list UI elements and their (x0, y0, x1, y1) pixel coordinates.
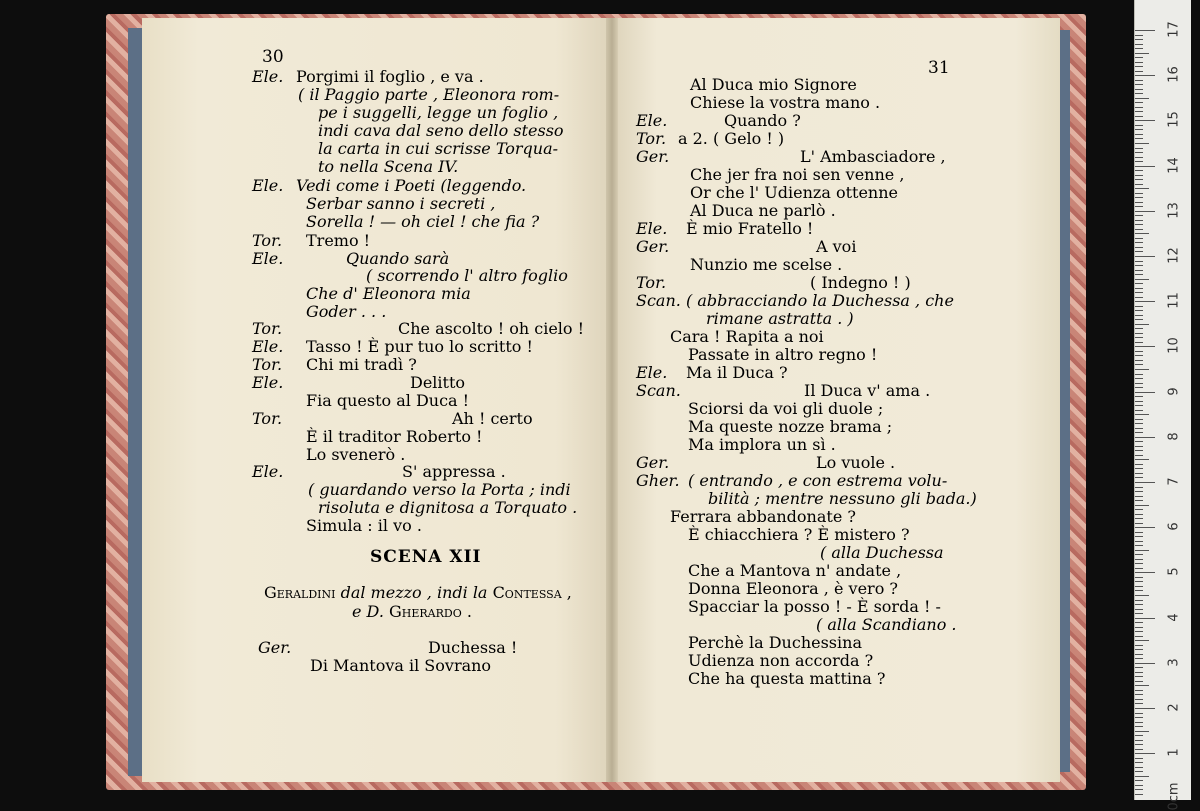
stage-direction: ( alla Duchessa (820, 543, 944, 562)
ruler-tick (1135, 509, 1143, 510)
cast-name: Contessa (492, 583, 562, 602)
ruler-tick (1135, 360, 1143, 361)
ruler-tick (1135, 405, 1143, 406)
ruler-tick (1135, 297, 1143, 298)
verse-line: È mio Fratello ! (686, 219, 814, 238)
ruler-tick (1135, 161, 1143, 162)
ruler-tick (1135, 496, 1143, 497)
ruler-tick (1135, 568, 1143, 569)
ruler-tick (1135, 536, 1143, 537)
page-number-left: 30 (262, 47, 284, 67)
stage-direction: pe i suggelli, legge un foglio , (318, 103, 559, 122)
verse-line: Udienza non accorda ? (688, 651, 874, 670)
ruler-tick (1135, 80, 1143, 81)
stage-direction: ( entrando , e con estrema volu- (688, 471, 948, 490)
ruler-tick (1135, 554, 1143, 555)
ruler-tick (1135, 618, 1155, 619)
scene-heading: SCENA XII (370, 547, 482, 567)
verse-line: Il Duca v' ama . (804, 381, 931, 400)
ruler-tick (1135, 726, 1143, 727)
ruler-tick (1135, 477, 1143, 478)
ruler-tick (1135, 256, 1155, 257)
ruler-tick (1135, 148, 1143, 149)
ruler-tick (1135, 500, 1143, 501)
ruler-tick (1135, 283, 1143, 284)
ruler-tick (1135, 749, 1143, 750)
ruler-tick (1135, 324, 1149, 325)
ruler-tick (1135, 157, 1143, 158)
ruler-tick (1135, 251, 1143, 252)
ruler-tick (1135, 789, 1143, 790)
ruler-label: 12 (1166, 247, 1182, 264)
ruler-tick (1135, 120, 1155, 121)
stage-direction: Quando sarà (346, 249, 450, 268)
ruler-tick (1135, 473, 1143, 474)
ruler-tick (1135, 636, 1143, 637)
speaker-label: Ger. (636, 237, 670, 256)
speaker-label: Ger. (636, 453, 670, 472)
ruler-tick (1135, 233, 1149, 234)
verse-line: Fia questo al Duca ! (306, 391, 470, 410)
ruler-tick (1135, 672, 1143, 673)
ruler-tick (1135, 315, 1143, 316)
ruler-tick (1135, 771, 1143, 772)
ruler-tick (1135, 590, 1143, 591)
verse-line: ( Indegno ! ) (810, 273, 911, 292)
ruler-tick (1135, 143, 1149, 144)
verse-line: Porgimi il foglio , e va . (296, 67, 484, 86)
ruler-tick (1135, 690, 1143, 691)
ruler-tick (1135, 193, 1143, 194)
ruler-tick (1135, 274, 1143, 275)
ruler-tick (1135, 482, 1155, 483)
ruler-tick (1135, 202, 1143, 203)
verse-line: Quando ? (724, 111, 801, 130)
verse-line: Che a Mantova n' andate , (688, 561, 902, 580)
stage-direction: to nella Scena IV. (318, 157, 459, 176)
ruler-tick (1135, 383, 1143, 384)
stage-direction: ( il Paggio parte , Eleonora rom- (298, 85, 560, 104)
verse-line: Chi mi tradì ? (306, 355, 417, 374)
ruler-tick (1135, 740, 1143, 741)
speaker-label: Tor. (636, 273, 667, 292)
stage-direction: Serbar sanno i secreti , (306, 194, 496, 213)
ruler-tick (1135, 731, 1149, 732)
ruler-tick (1135, 53, 1149, 54)
ruler-tick (1135, 577, 1143, 578)
ruler-tick (1135, 288, 1143, 289)
ruler-tick (1135, 102, 1143, 103)
ruler-tick (1135, 658, 1143, 659)
ruler-tick (1135, 71, 1143, 72)
speaker-label: Ele. (252, 373, 284, 392)
verse-line: Ferrara abbandonate ? (670, 507, 856, 526)
ruler-tick (1135, 166, 1155, 167)
verse-line: Delitto (410, 373, 466, 392)
ruler-tick (1135, 211, 1155, 212)
ruler-tick (1135, 84, 1143, 85)
ruler-tick (1135, 559, 1143, 560)
page-number-right: 31 (928, 58, 950, 78)
ruler-tick (1135, 89, 1143, 90)
verse-line: Lo vuole . (816, 453, 896, 472)
ruler-tick (1135, 342, 1143, 343)
verse-line: Ma queste nozze brama ; (688, 417, 893, 436)
cast-name: Gherardo (388, 602, 462, 621)
ruler-label: 13 (1166, 202, 1182, 219)
ruler-tick (1135, 292, 1143, 293)
ruler-tick (1135, 491, 1143, 492)
stage-direction: ( abbracciando la Duchessa , che (686, 291, 954, 310)
verse-line: Di Mantova il Sovrano (310, 656, 492, 675)
speaker-label: Ele. (252, 249, 284, 268)
ruler-tick (1135, 455, 1143, 456)
ruler-tick (1135, 676, 1143, 677)
ruler-tick (1135, 767, 1143, 768)
book-gutter (606, 18, 618, 782)
speaker-label: Ele. (636, 363, 668, 382)
ruler-tick (1135, 247, 1143, 248)
ruler-tick (1135, 170, 1143, 171)
stage-direction: ( scorrendo l' altro foglio (366, 266, 568, 285)
verse-line: Chiese la vostra mano . (690, 93, 881, 112)
ruler-tick (1135, 432, 1143, 433)
ruler-tick (1135, 464, 1143, 465)
ruler-label: 11 (1166, 292, 1182, 309)
ruler-tick (1135, 744, 1143, 745)
ruler-tick (1135, 595, 1149, 596)
ruler-label: 15 (1166, 111, 1182, 129)
ruler-tick (1135, 667, 1143, 668)
ruler-tick (1135, 428, 1143, 429)
ruler-tick (1135, 776, 1149, 777)
ruler-tick (1135, 215, 1143, 216)
speaker-label: Ele. (636, 219, 668, 238)
ruler-label: 0cm (1166, 782, 1182, 811)
ruler-tick (1135, 414, 1149, 415)
ruler-tick (1135, 62, 1143, 63)
ruler-tick (1135, 30, 1155, 31)
verse-line: A voi (816, 237, 857, 256)
ruler-label: 4 (1166, 612, 1182, 622)
ruler-tick (1135, 306, 1143, 307)
stage-direction: Vedi come i Poeti (leggendo. (296, 176, 527, 195)
ruler-tick (1135, 631, 1143, 632)
cast-punct: . (461, 602, 472, 621)
speaker-label: Tor. (252, 409, 283, 428)
ruler-tick (1135, 392, 1155, 393)
verse-line: L' Ambasciadore , (800, 147, 946, 166)
speaker-label: Ele. (252, 462, 284, 481)
stage-direction: la carta in cui scrisse Torqua- (318, 139, 559, 158)
ruler-tick (1135, 441, 1143, 442)
ruler-tick (1135, 640, 1149, 641)
ruler-tick (1135, 586, 1143, 587)
ruler-tick (1135, 188, 1149, 189)
verse-line: Cara ! Rapita a noi (670, 327, 824, 346)
ruler-tick (1135, 604, 1143, 605)
ruler-tick (1135, 184, 1143, 185)
cast-direction: dal mezzo , indi la (335, 583, 493, 602)
verse-line: Lo svenerò . (306, 445, 406, 464)
ruler-tick (1135, 654, 1143, 655)
ruler-tick (1135, 446, 1143, 447)
ruler-tick (1135, 378, 1143, 379)
ruler-label: 17 (1166, 21, 1182, 38)
ruler-tick (1135, 699, 1143, 700)
stage-direction: ( alla Scandiano . (816, 615, 957, 634)
ruler-tick (1135, 396, 1143, 397)
stage-direction: indi cava dal seno dello stesso (318, 121, 564, 140)
ruler-tick (1135, 663, 1155, 664)
verse-line: Che ascolto ! oh cielo ! (398, 319, 585, 338)
ruler-tick (1135, 48, 1143, 49)
ruler-tick (1135, 224, 1143, 225)
verse-line: Ah ! certo (452, 409, 533, 428)
ruler-tick (1135, 722, 1143, 723)
ruler-tick (1135, 44, 1143, 45)
ruler-tick (1135, 265, 1143, 266)
ruler-tick (1135, 762, 1143, 763)
ruler-tick (1135, 487, 1143, 488)
verse-line: Che jer fra noi sen venne , (690, 165, 905, 184)
ruler-label: 2 (1166, 703, 1182, 712)
stage-direction: rimane astratta . ) (706, 309, 854, 328)
ruler-tick (1135, 545, 1143, 546)
cast-line (352, 603, 472, 621)
ruler-tick (1135, 66, 1143, 67)
measuring-ruler (1134, 0, 1191, 811)
ruler-tick (1135, 550, 1149, 551)
ruler-tick (1135, 337, 1143, 338)
verse-line: Or che l' Udienza ottenne (690, 183, 898, 202)
ruler-tick (1135, 758, 1143, 759)
ruler-tick (1135, 622, 1143, 623)
ruler-tick (1135, 514, 1143, 515)
verse-line: Tasso ! È pur tuo lo scritto ! (306, 337, 533, 356)
ruler-tick (1135, 523, 1143, 524)
ruler-tick (1135, 581, 1143, 582)
verse-line: Tremo ! (306, 231, 371, 250)
verse-line: Al Duca mio Signore (690, 75, 857, 94)
ruler-tick (1135, 355, 1143, 356)
ruler-tick (1135, 572, 1155, 573)
ruler-tick (1135, 175, 1143, 176)
cast-direction: e D. (352, 602, 389, 621)
ruler-label: 16 (1166, 66, 1182, 83)
verse-line: Ma implora un sì . (688, 435, 836, 454)
ruler-tick (1135, 125, 1143, 126)
ruler-tick (1135, 301, 1155, 302)
stage-direction: risoluta e dignitosa a Torquato . (318, 498, 578, 517)
ruler-tick (1135, 319, 1143, 320)
ruler-tick (1135, 310, 1143, 311)
ruler-tick (1135, 93, 1143, 94)
verse-line: Perchè la Duchessina (688, 633, 862, 652)
ruler-tick (1135, 437, 1155, 438)
ruler-label: 9 (1166, 386, 1182, 396)
ruler-label: 1 (1166, 748, 1182, 757)
ruler-tick (1135, 229, 1143, 230)
ruler-tick (1135, 134, 1143, 135)
ruler-tick (1135, 541, 1143, 542)
ruler-tick (1135, 459, 1149, 460)
ruler-tick (1135, 613, 1143, 614)
ruler-label: 5 (1166, 567, 1182, 577)
ruler-tick (1135, 351, 1143, 352)
ruler-tick (1135, 242, 1143, 243)
verse-line: Passate in altro regno ! (688, 345, 878, 364)
ruler-tick (1135, 410, 1143, 411)
ruler-tick (1135, 708, 1155, 709)
ruler-label: 3 (1166, 658, 1182, 667)
verse-line: Donna Eleonora , è vero ? (688, 579, 898, 598)
verse-line: È il traditor Roberto ! (306, 427, 483, 446)
ruler-tick (1135, 681, 1143, 682)
speaker-label: Ger. (636, 147, 670, 166)
ruler-label: 10 (1166, 337, 1182, 355)
ruler-tick (1135, 735, 1143, 736)
speaker-label: Ele. (252, 67, 284, 86)
ruler-tick (1135, 694, 1143, 695)
ruler-tick (1135, 238, 1143, 239)
cast-line (264, 584, 572, 602)
ruler-tick (1135, 645, 1143, 646)
ruler-tick (1135, 649, 1143, 650)
ruler-tick (1135, 753, 1155, 754)
ruler-tick (1135, 532, 1143, 533)
ruler-label: 6 (1166, 522, 1182, 531)
ruler-tick (1135, 685, 1149, 686)
ruler-tick (1135, 220, 1143, 221)
ruler-tick (1135, 609, 1143, 610)
verse-line: Duchessa ! (428, 638, 518, 657)
ruler-tick (1135, 703, 1143, 704)
speaker-label: Ele. (252, 176, 284, 195)
verse-line: Sciorsi da voi gli duole ; (688, 399, 884, 418)
ruler-tick (1135, 206, 1143, 207)
speaker-label: Ele. (636, 111, 668, 130)
verse-line: Simula : il vo . (306, 516, 422, 535)
verse-line: Spacciar la posso ! - È sorda ! - (688, 597, 941, 616)
stage-direction: bilità ; mentre nessuno gli bada.) (708, 489, 977, 508)
ruler-tick (1135, 107, 1143, 108)
ruler-tick (1135, 527, 1155, 528)
stage-direction: Che d' Eleonora mia (306, 284, 471, 303)
ruler-tick (1135, 179, 1143, 180)
ruler-tick (1135, 713, 1143, 714)
cast-punct: , (561, 583, 572, 602)
ruler-tick (1135, 346, 1155, 347)
verse-line: S' appressa . (402, 462, 506, 481)
speaker-label: Tor. (252, 355, 283, 374)
speaker-label: Scan. (636, 381, 681, 400)
ruler-tick (1135, 518, 1143, 519)
ruler-tick (1135, 98, 1149, 99)
ruler-tick (1135, 468, 1143, 469)
verse-line: Ma il Duca ? (686, 363, 788, 382)
ruler-tick (1135, 364, 1143, 365)
ruler-tick (1135, 333, 1143, 334)
ruler-tick (1135, 794, 1143, 795)
stage-direction: Goder . . . (306, 302, 387, 321)
speaker-label: Scan. (636, 291, 681, 310)
ruler-tick (1135, 35, 1143, 36)
ruler-tick (1135, 152, 1143, 153)
ruler-tick (1135, 116, 1143, 117)
speaker-label: Ger. (258, 638, 292, 657)
ruler-tick (1135, 129, 1143, 130)
ruler-tick (1135, 39, 1143, 40)
stage-direction: Sorella ! — oh ciel ! che fia ? (306, 212, 540, 231)
ruler-label: 14 (1166, 156, 1182, 174)
ruler-tick (1135, 111, 1143, 112)
ruler-tick (1135, 197, 1143, 198)
ruler-tick (1135, 450, 1143, 451)
speaker-label: Tor. (252, 319, 283, 338)
ruler-tick (1135, 261, 1143, 262)
speaker-label: Ele. (252, 337, 284, 356)
ruler-tick (1135, 780, 1143, 781)
ruler-tick (1135, 374, 1143, 375)
ruler-tick (1135, 387, 1143, 388)
ruler-tick (1135, 138, 1143, 139)
ruler-label: 7 (1166, 477, 1182, 486)
ruler-tick (1135, 717, 1143, 718)
ruler-tick (1135, 419, 1143, 420)
speaker-label: Tor. (252, 231, 283, 250)
verse-line: Che ha questa mattina ? (688, 669, 886, 688)
ruler-tick (1135, 627, 1143, 628)
ruler-tick (1135, 328, 1143, 329)
cast-name: Geraldini (264, 583, 336, 602)
ruler-tick (1135, 270, 1143, 271)
ruler-label: 8 (1166, 432, 1182, 441)
ruler-tick (1135, 75, 1155, 76)
ruler-tick (1135, 505, 1149, 506)
ruler-tick (1135, 785, 1143, 786)
ruler-tick (1135, 57, 1143, 58)
speaker-label: Tor. (636, 129, 667, 148)
ruler-tick (1135, 401, 1143, 402)
ruler-tick (1135, 423, 1143, 424)
stage-direction: ( guardando verso la Porta ; indi (308, 480, 571, 499)
speaker-label: Gher. (636, 471, 680, 490)
verse-line: Al Duca ne parlò . (690, 201, 836, 220)
ruler-tick (1135, 563, 1143, 564)
ruler-tick (1135, 369, 1149, 370)
verse-line: a 2. ( Gelo ! ) (678, 129, 785, 148)
verse-line: Nunzio me scelse . (690, 255, 843, 274)
ruler-tick (1135, 600, 1143, 601)
ruler-tick (1135, 279, 1149, 280)
verse-line: È chiacchiera ? È mistero ? (688, 525, 910, 544)
